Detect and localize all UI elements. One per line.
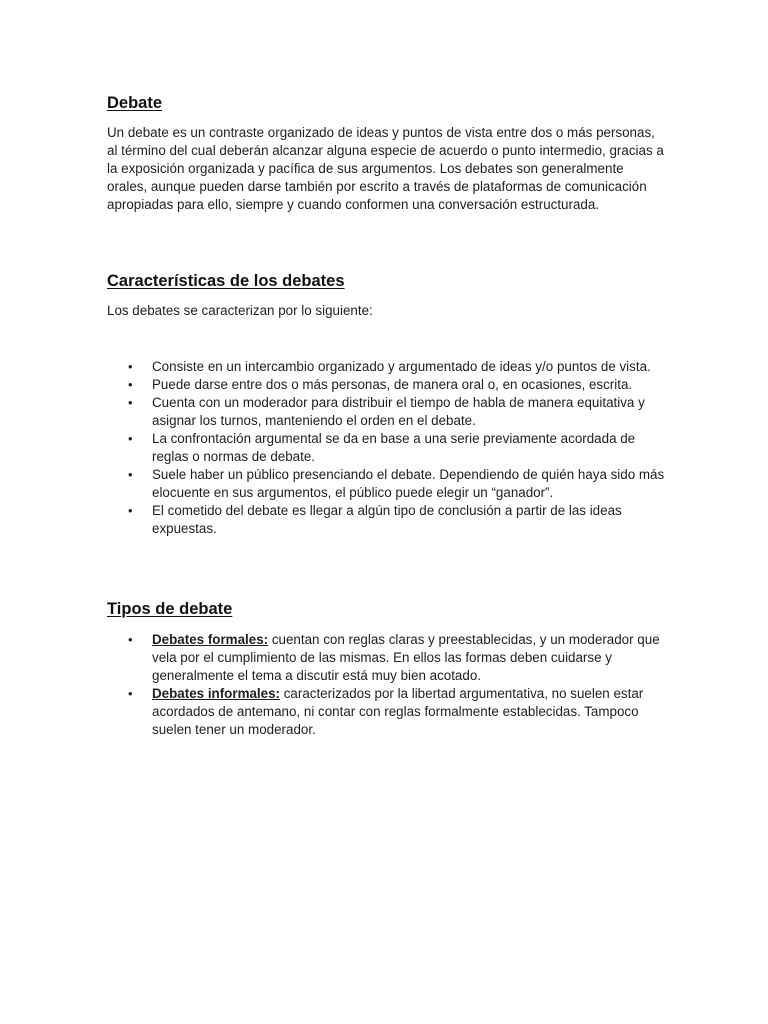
- list-tipos: [107, 631, 667, 739]
- heading-debate: Debate: [107, 94, 163, 112]
- list-item-text: caracterizados por la libertad argumentativa, no suelen estar acordados de antemano, ni contar con reglas formalmente establecidas. Tampoco suelen tener un moderador.: [152, 686, 644, 737]
- paragraph-caracteristicas-intro: Los debates se caracterizan por lo siguiente:: [107, 303, 373, 318]
- bullet-icon: •: [128, 632, 133, 647]
- term-debates-informales: Debates informales:: [152, 686, 280, 701]
- bullet-icon: •: [128, 431, 133, 446]
- list-item: [107, 502, 667, 538]
- list-item: [107, 376, 667, 394]
- list-item-text: Puede darse entre dos o más personas, de manera oral o, en ocasiones, escrita.: [152, 377, 633, 392]
- heading-caracteristicas: Características de los debates: [107, 272, 345, 290]
- list-item-text: El cometido del debate es llegar a algún tipo de conclusión a partir de las ideas expuestas.: [152, 503, 622, 536]
- list-item-text: Cuenta con un moderador para distribuir el tiempo de habla de manera equitativa y asignar los turnos, manteniendo el orden en el debate.: [152, 395, 645, 428]
- list-item: [107, 631, 667, 685]
- list-item: [107, 358, 667, 376]
- bullet-icon: •: [128, 395, 133, 410]
- term-debates-formales: Debates formales:: [152, 632, 269, 647]
- heading-tipos: Tipos de debate: [107, 600, 233, 618]
- bullet-icon: •: [128, 686, 133, 701]
- list-item-text: Suele haber un público presenciando el debate. Dependiendo de quién haya sido más elocuente en sus argumentos, el público puede elegir un “ganador”.: [152, 467, 665, 500]
- bullet-icon: •: [128, 359, 133, 374]
- list-item-text: La confrontación argumental se da en base a una serie previamente acordada de reglas o normas de debate.: [152, 431, 636, 464]
- paragraph-debate-definition: Un debate es un contraste organizado de ideas y puntos de vista entre dos o más personas, al término del cual deberán alcanzar alguna especie de acuerdo o punto intermedio, gracias a la exposición organizada y pacífica de sus argumentos. Los debates son generalmente orales, aunque pueden darse también por escrito a través de plataformas de comunicación apropiadas para ello, siempre y cuando conformen una conversación estructurada.: [107, 125, 664, 212]
- list-item: [107, 466, 667, 502]
- list-item-text: Consiste en un intercambio organizado y argumentado de ideas y/o puntos de vista.: [152, 359, 651, 374]
- list-item: [107, 394, 667, 430]
- bullet-icon: •: [128, 503, 133, 518]
- list-item-text: cuentan con reglas claras y preestablecidas, y un moderador que vela por el cumplimiento de las mismas. En ellos las formas deben cuidarse y generalmente el tema a discutir está muy bien acotado.: [152, 632, 660, 683]
- bullet-icon: •: [128, 467, 133, 482]
- list-caracteristicas: [107, 358, 667, 538]
- list-item: [107, 430, 667, 466]
- bullet-icon: •: [128, 377, 133, 392]
- list-item: [107, 685, 667, 739]
